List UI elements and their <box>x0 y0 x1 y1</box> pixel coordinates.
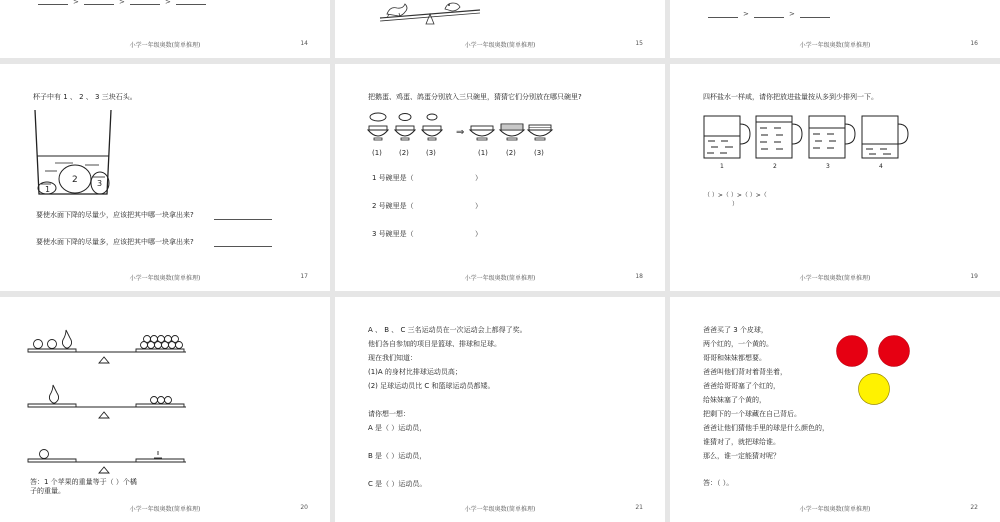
answer-line: 答：（ ）。 <box>703 479 734 487</box>
page-number: 21 <box>635 504 643 511</box>
story-line: 两个红的，一个黄的。 <box>703 340 773 348</box>
slide-17[interactable] <box>0 64 330 291</box>
problem-line: 他们各自参加的项目是篮球、排球和足球。 <box>368 340 501 348</box>
balance-scales-illustration <box>26 327 191 477</box>
page-number: 18 <box>635 273 643 280</box>
answer-blank <box>84 4 114 5</box>
answer-1-close: ） <box>475 174 482 182</box>
problem-line: A 、 B 、 C 三名运动员在一次运动会上都得了奖。 <box>368 326 527 334</box>
problem-line: 现在我们知道： <box>368 354 417 362</box>
slide-footer <box>670 40 1000 50</box>
stone-label: 2 <box>72 175 78 185</box>
story-line: 谁猜对了，就把球给谁。 <box>703 438 780 446</box>
footer-title: 小学一年级奥数(简单推理) <box>464 275 536 282</box>
page-number: 14 <box>300 40 308 47</box>
answer-row-end: ） <box>732 201 739 208</box>
slide-footer <box>670 504 1000 514</box>
slide-footer <box>0 504 330 514</box>
cup-label: 2 <box>773 163 777 170</box>
bowl-label: (2) <box>506 149 516 157</box>
footer-title: 小学一年级奥数(简单推理) <box>129 42 201 49</box>
bowl-label: (1) <box>372 149 382 157</box>
footer-title: 小学一年级奥数(简单推理) <box>464 42 536 49</box>
problem-intro: 杯子中有 1 、 2 、 3 三块石头。 <box>33 93 137 101</box>
problem-intro: 把鹅蛋、鸡蛋、鸽蛋分别放入三只碗里，猜猜它们分别放在哪只碗里? <box>368 93 582 101</box>
stone-label: 3 <box>97 179 103 188</box>
slide-footer <box>335 273 665 283</box>
slide-15[interactable] <box>335 0 665 58</box>
greater-than-sign: > <box>73 0 79 6</box>
page-number: 22 <box>970 504 978 511</box>
story-line: 那么，谁一定能猜对呢？ <box>703 452 780 460</box>
question-1: 要使水面下降的尽量少，应该把其中哪一块拿出来? <box>36 211 194 219</box>
answer-blank <box>176 4 206 5</box>
answer-2-label: 2 号碗里是（ <box>372 202 414 210</box>
problem-intro: 四杯盐水一样咸，请你把放进盐量按从多到少排列一下。 <box>703 93 878 101</box>
cup-label: 4 <box>879 163 883 170</box>
footer-title: 小学一年级奥数(简单推理) <box>799 42 871 49</box>
answer-blank <box>130 4 160 5</box>
answer-line-2: 子的重量。 <box>30 487 65 495</box>
yellow-ball <box>859 374 890 405</box>
slide-footer <box>0 40 330 50</box>
answer-b: B 是（ ）运动员， <box>368 452 427 460</box>
question-2: 要使水面下降的尽量多，应该把其中哪一块拿出来? <box>36 238 194 246</box>
slide-19[interactable] <box>670 64 1000 291</box>
greater-than-sign: > <box>789 10 795 18</box>
answer-blank-1[interactable] <box>214 219 272 220</box>
footer-title: 小学一年级奥数(简单推理) <box>129 506 201 513</box>
answer-row: （ ）>（ ）>（ ）>（ <box>704 192 767 199</box>
answer-1-label: 1 号碗里是（ <box>372 174 414 182</box>
slide-footer <box>335 40 665 50</box>
answer-blank-2[interactable] <box>214 246 272 247</box>
bowl-label: (3) <box>426 149 436 157</box>
answer-blank <box>38 4 68 5</box>
slide-footer <box>670 273 1000 283</box>
answer-2-close: ） <box>475 202 482 210</box>
story-line: 爸爸叫他们背对着背坐着， <box>703 368 787 376</box>
bowl-label: (1) <box>478 149 488 157</box>
slide-footer <box>0 273 330 283</box>
slide-20[interactable] <box>0 297 330 522</box>
greater-than-sign: > <box>743 10 749 18</box>
problem-line: (1)A 的身材比排球运动员高； <box>368 368 462 376</box>
story-line: 哥哥和妹妹都想要。 <box>703 354 766 362</box>
answer-3-label: 3 号碗里是（ <box>372 230 414 238</box>
page-number: 20 <box>300 504 308 511</box>
answer-c: C 是（ ）运动员。 <box>368 480 427 488</box>
story-line: 把剩下的一个球藏在自己背后。 <box>703 410 801 418</box>
greater-than-sign: > <box>119 0 125 6</box>
slide-22[interactable] <box>670 297 1000 522</box>
greater-than-sign: > <box>165 0 171 6</box>
answer-line: 答：1 个苹果的重量等于（ ）个橘 <box>30 478 137 486</box>
answer-3-close: ） <box>475 230 482 238</box>
answer-blank <box>800 17 830 18</box>
bowl-label: (2) <box>399 149 409 157</box>
footer-title: 小学一年级奥数(简单推理) <box>464 506 536 513</box>
page-number: 19 <box>970 273 978 280</box>
story-line: 爸爸给哥哥塞了个红的， <box>703 382 780 390</box>
answer-blank <box>708 17 738 18</box>
bowl-label: (3) <box>534 149 544 157</box>
slide-16[interactable] <box>670 0 1000 58</box>
answer-a: A 是（ ）运动员， <box>368 424 427 432</box>
prompt: 请你想一想： <box>368 410 410 418</box>
story-line: 爸爸买了 3 个皮球， <box>703 326 768 334</box>
slide-14[interactable] <box>0 0 330 58</box>
red-ball <box>837 336 868 367</box>
eggs-and-bowls-illustration <box>368 111 563 146</box>
seesaw-animals-illustration <box>375 0 485 30</box>
footer-title: 小学一年级奥数(简单推理) <box>129 275 201 282</box>
footer-title: 小学一年级奥数(简单推理) <box>799 275 871 282</box>
problem-line: (2) 足球运动员比 C 和篮球运动员都矮。 <box>368 382 495 390</box>
cup-label: 1 <box>720 163 724 170</box>
red-ball <box>879 336 910 367</box>
story-line: 给妹妹塞了个黄的， <box>703 396 766 404</box>
slide-footer <box>335 504 665 514</box>
balls-illustration <box>835 334 915 409</box>
slide-21[interactable] <box>335 297 665 522</box>
page-number: 16 <box>970 40 978 47</box>
page-number: 15 <box>635 40 643 47</box>
cup-label: 3 <box>826 163 830 170</box>
page-number: 17 <box>300 273 308 280</box>
answer-blank <box>754 17 784 18</box>
footer-title: 小学一年级奥数(简单推理) <box>799 506 871 513</box>
story-line: 爸爸让他们猜他手里的球是什么颜色的， <box>703 424 829 432</box>
salt-water-cups-illustration <box>703 114 918 162</box>
slide-18[interactable] <box>335 64 665 291</box>
arrow-icon: ⇒ <box>456 127 465 138</box>
stone-label: 1 <box>45 185 51 194</box>
